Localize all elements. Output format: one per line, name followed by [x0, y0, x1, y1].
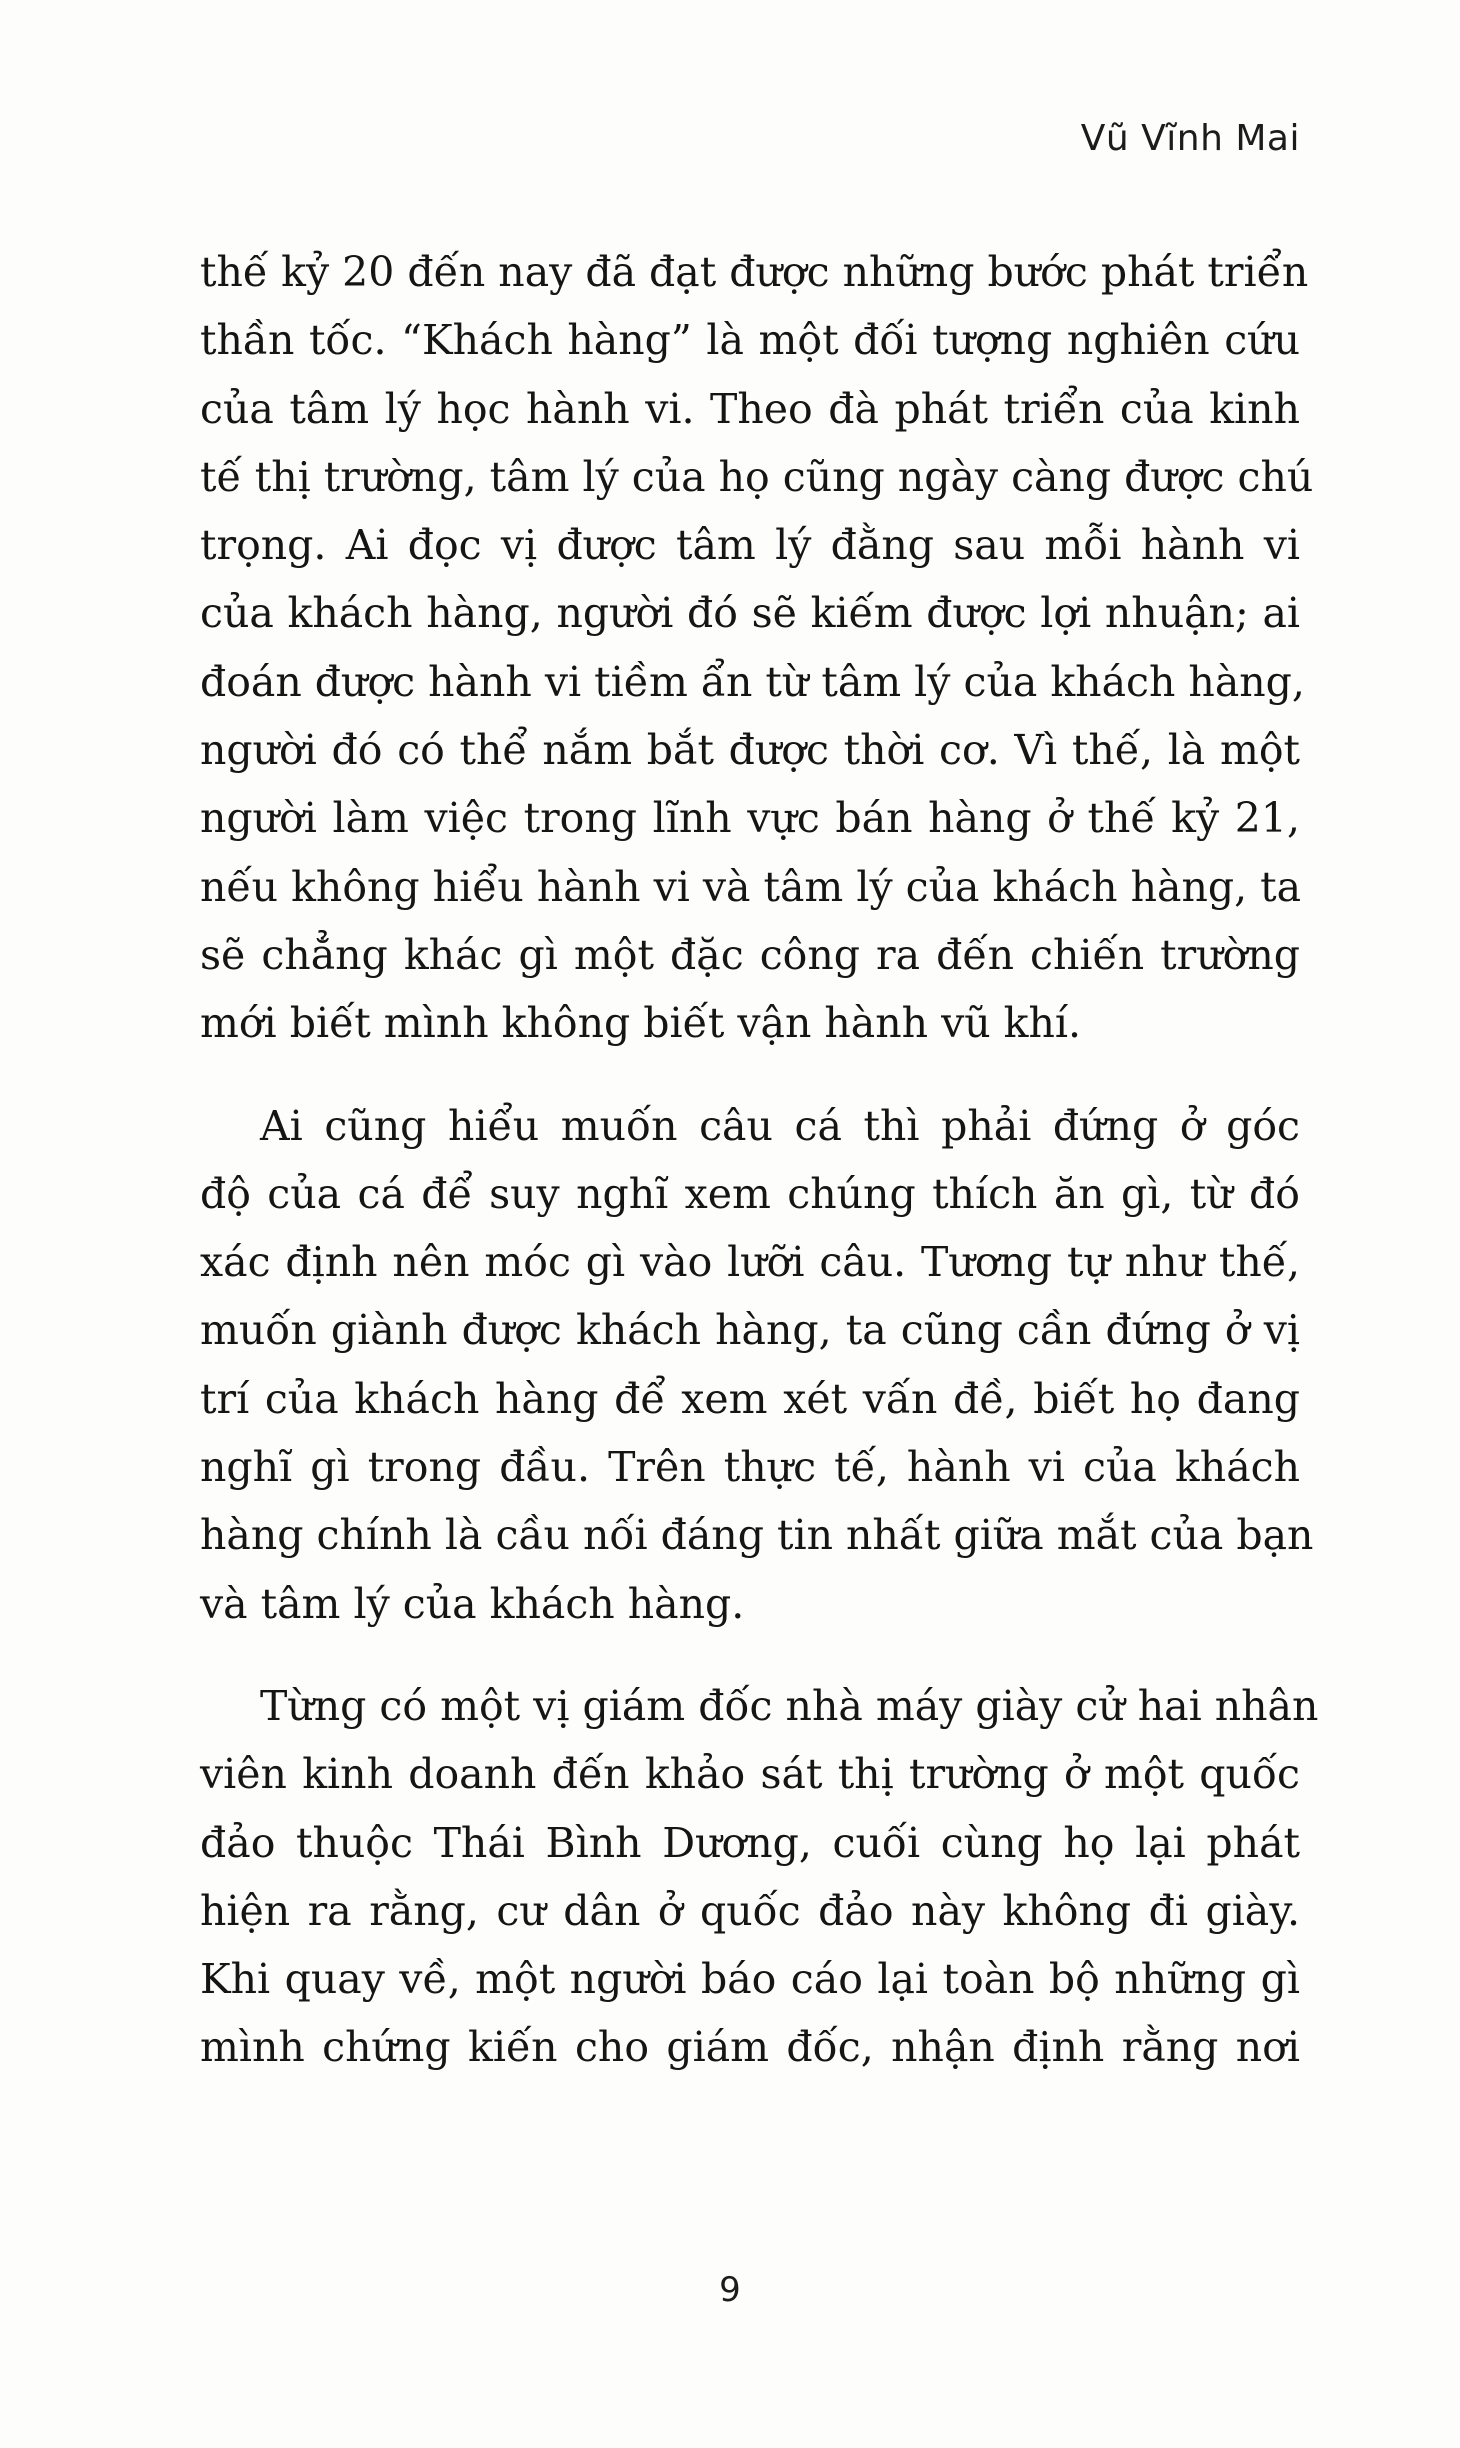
text-line: của tâm lý học hành vi. Theo đà phát triển của kinh: [200, 384, 1300, 433]
text-line: muốn giành được khách hàng, ta cũng cần đứng ở vị: [200, 1306, 1300, 1355]
text-line: Khi quay về, một người báo cáo lại toàn bộ những gì: [200, 1955, 1300, 2004]
paragraph-2: [200, 1092, 1314, 1638]
text-line: thần tốc. “Khách hàng” là một đối tượng nghiên cứu: [200, 316, 1300, 365]
text-line: đoán được hành vi tiềm ẩn từ tâm lý của khách hàng,: [200, 657, 1305, 706]
text-line: thế kỷ 20 đến nay đã đạt được những bước phát triển: [200, 248, 1309, 296]
running-header-author: Vũ Vĩnh Mai: [1080, 118, 1300, 159]
text-line: hiện ra rằng, cư dân ở quốc đảo này không đi giày.: [200, 1886, 1300, 1935]
text-line: độ của cá để suy nghĩ xem chúng thích ăn gì, từ đó: [200, 1169, 1300, 1218]
text-line: và tâm lý của khách hàng.: [200, 1579, 745, 1628]
text-line: hàng chính là cầu nối đáng tin nhất giữa mắt của bạn: [200, 1511, 1314, 1560]
text-line: trí của khách hàng để xem xét vấn đề, biết họ đang: [200, 1374, 1300, 1423]
text-line: viên kinh doanh đến khảo sát thị trường ở một quốc: [200, 1750, 1300, 1799]
paragraph-3: [200, 1672, 1319, 2082]
text-line: người làm việc trong lĩnh vực bán hàng ở thế kỷ 21,: [200, 794, 1300, 843]
paragraph-1: [200, 238, 1314, 1058]
text-line: đảo thuộc Thái Bình Dương, cuối cùng họ lại phát: [200, 1818, 1300, 1867]
text-line: của khách hàng, người đó sẽ kiếm được lợi nhuận; ai: [200, 589, 1300, 638]
text-line: nếu không hiểu hành vi và tâm lý của khách hàng, ta: [200, 862, 1302, 911]
text-line: xác định nên móc gì vào lưỡi câu. Tương tự như thế,: [200, 1238, 1300, 1287]
text-line: trọng. Ai đọc vị được tâm lý đằng sau mỗi hành vi: [200, 521, 1300, 570]
text-line: nghĩ gì trong đầu. Trên thực tế, hành vi của khách: [200, 1443, 1300, 1492]
text-line: Ai cũng hiểu muốn câu cá thì phải đứng ở góc: [260, 1101, 1300, 1150]
text-line: mới biết mình không biết vận hành vũ khí.: [200, 999, 1082, 1048]
page-number: 9: [719, 2270, 741, 2310]
text-line: tế thị trường, tâm lý của họ cũng ngày càng được chú: [200, 452, 1314, 501]
body-text: [200, 238, 1319, 2116]
text-line: mình chứng kiến cho giám đốc, nhận định rằng nơi: [200, 2023, 1300, 2072]
text-line: Từng có một vị giám đốc nhà máy giày cử hai nhân: [260, 1681, 1319, 1730]
text-line: sẽ chẳng khác gì một đặc công ra đến chiến trường: [200, 930, 1300, 979]
text-line: người đó có thể nắm bắt được thời cơ. Vì thế, là một: [200, 726, 1300, 775]
